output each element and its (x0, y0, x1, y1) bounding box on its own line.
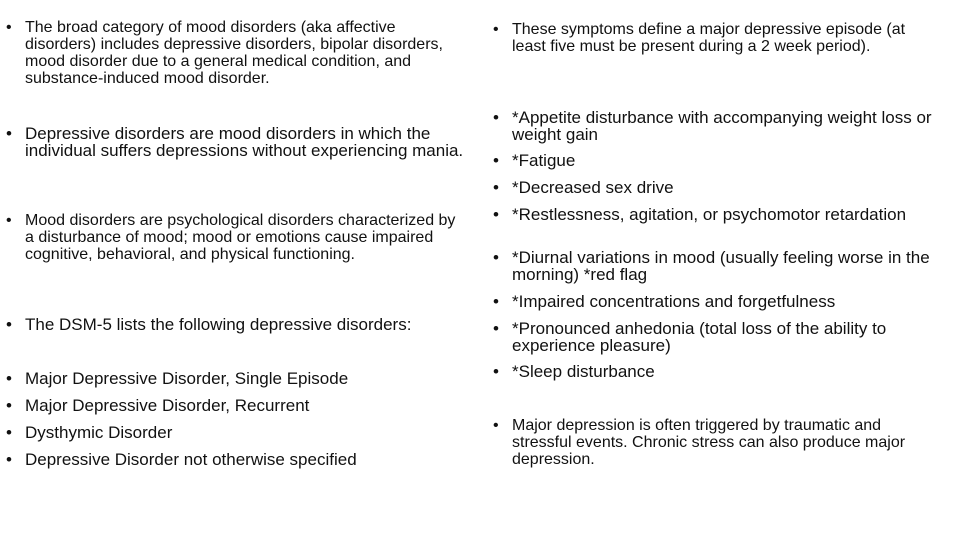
paragraph-major-depression-triggers (493, 417, 933, 468)
bullet-icon: • (493, 108, 499, 127)
symptom-item (493, 320, 933, 354)
symptom-text: *Diurnal variations in mood (usually feeling worse in the morning) *red flag (512, 248, 930, 284)
bullet-icon: • (493, 362, 499, 381)
paragraph-text: Mood disorders are psychological disorders characterized by a disturbance of mood; mood or emotions cause impaired cognitive, behavioral, and physical functioning. (25, 212, 456, 263)
bullet-icon: • (493, 21, 499, 38)
list-item-text: Depressive Disorder not otherwise specified (25, 450, 357, 469)
symptom-text: *Pronounced anhedonia (total loss of the ability to experience pleasure) (512, 319, 887, 355)
paragraph-depressive-disorders (6, 125, 468, 159)
symptom-text: *Decreased sex drive (512, 178, 674, 197)
list-item-text: Major Depressive Disorder, Single Episode (25, 369, 349, 388)
list-item-disorder (6, 451, 468, 468)
paragraph-symptoms-intro (493, 21, 933, 55)
list-item-text: Major Depressive Disorder, Recurrent (25, 396, 310, 415)
bullet-icon: • (493, 248, 499, 267)
list-item-disorder (6, 397, 468, 414)
bullet-icon: • (493, 205, 499, 224)
paragraph-text: These symptoms define a major depressive episode (at least five must be present during a 2 week period). (512, 21, 906, 55)
symptom-item (493, 206, 933, 223)
bullet-icon: • (493, 319, 499, 338)
symptom-item (493, 109, 933, 143)
symptom-text: *Restlessness, agitation, or psychomotor retardation (512, 205, 907, 224)
paragraph-text: Major depression is often triggered by traumatic and stressful events. Chronic stress can also produce major depression. (512, 417, 906, 468)
symptom-text: *Sleep disturbance (512, 362, 655, 381)
symptom-text: *Fatigue (512, 151, 576, 170)
bullet-icon: • (493, 151, 499, 170)
bullet-icon: • (493, 292, 499, 311)
bullet-icon: • (6, 212, 12, 229)
bullet-icon: • (6, 19, 12, 36)
bullet-icon: • (6, 369, 12, 388)
symptom-text: *Impaired concentrations and forgetfulness (512, 292, 836, 311)
symptom-item (493, 179, 933, 196)
paragraph-dsm5-intro (6, 316, 468, 333)
paragraph-text: Depressive disorders are mood disorders in which the individual suffers depressions without experiencing mania. (25, 124, 464, 160)
bullet-icon: • (6, 315, 12, 334)
list-item-disorder (6, 370, 468, 387)
bullet-icon: • (6, 396, 12, 415)
bullet-icon: • (493, 417, 499, 434)
bullet-icon: • (6, 124, 12, 143)
symptom-text: *Appetite disturbance with accompanying weight loss or weight gain (512, 108, 932, 144)
symptom-item (493, 363, 933, 380)
list-item-disorder (6, 424, 468, 441)
symptom-item (493, 249, 933, 283)
paragraph-mood-disorders-definition (6, 212, 468, 263)
paragraph-text: The broad category of mood disorders (aka affective disorders) includes depressive disorders, bipolar disorders, mood disorder due to a general medical condition, and substance-induced mood disorder. (25, 19, 443, 87)
bullet-icon: • (6, 423, 12, 442)
paragraph-text: The DSM-5 lists the following depressive disorders: (25, 315, 412, 334)
symptom-item (493, 293, 933, 310)
symptom-item (493, 152, 933, 169)
paragraph-mood-disorders-category (6, 19, 468, 87)
bullet-icon: • (6, 450, 12, 469)
bullet-icon: • (493, 178, 499, 197)
list-item-text: Dysthymic Disorder (25, 423, 173, 442)
